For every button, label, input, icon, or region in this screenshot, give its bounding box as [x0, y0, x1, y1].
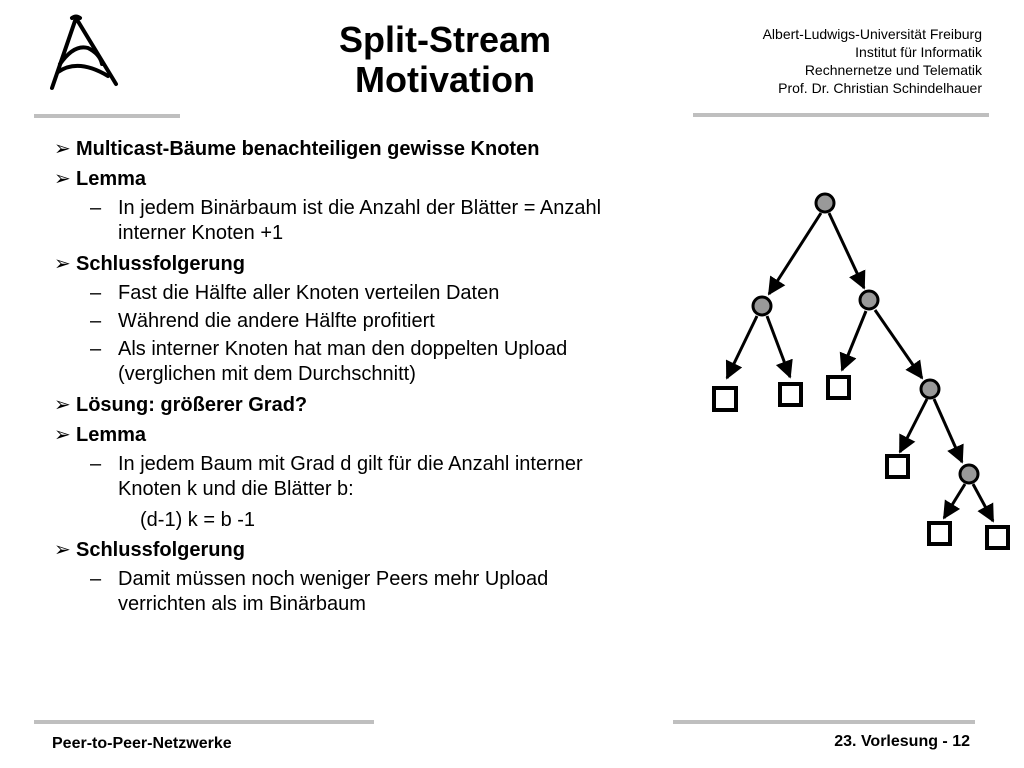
dash-icon: – [90, 197, 102, 219]
tree-diagram [700, 180, 1020, 560]
department-name: Rechnernetze und Telematik [804, 62, 982, 78]
bullet-arrow-icon: ➢ [54, 168, 71, 190]
tree-node-internal [816, 194, 834, 212]
tree-leaf [828, 377, 849, 398]
bullet-arrow-icon: ➢ [54, 138, 71, 160]
sub-item [54, 452, 634, 502]
tree-edge [842, 311, 866, 370]
slide-title [300, 20, 590, 100]
tree-node-internal [753, 297, 771, 315]
tree-leaf [887, 456, 908, 477]
tree-edge [829, 213, 864, 288]
university-logo [38, 14, 122, 94]
tree-leaf [929, 523, 950, 544]
institute-name: Institut für Informatik [855, 44, 982, 60]
footer-course-title: Peer-to-Peer-Netzwerke [52, 735, 232, 752]
bullet-text: Multicast-Bäume benachteiligen gewisse Knoten [76, 138, 540, 160]
sub-item [54, 567, 634, 617]
sub-item [54, 337, 634, 387]
dash-icon: – [90, 310, 102, 332]
dash-icon: – [90, 568, 102, 590]
bullet-text: Schlussfolgerung [76, 253, 245, 275]
sub-item-text: Als interner Knoten hat man den doppelten Upload (verglichen mit dem Durchschnitt) [118, 338, 568, 385]
bullet-item [54, 535, 634, 565]
tree-edge [900, 399, 927, 452]
bullet-item [54, 249, 634, 279]
sub-item-text: Während die andere Hälfte profitiert [118, 310, 435, 332]
professor-name: Prof. Dr. Christian Schindelhauer [778, 80, 982, 96]
sub-item-text: Fast die Hälfte aller Knoten verteilen Daten [118, 282, 500, 304]
tree-leaf [987, 527, 1008, 548]
tree-edge [875, 310, 922, 378]
sub-item [54, 281, 634, 306]
dash-icon: – [90, 453, 102, 475]
bullet-text: Lemma [76, 168, 147, 190]
formula: (d-1) k = b -1 [140, 509, 256, 531]
tree-leaf [780, 384, 801, 405]
sub-item-text: In jedem Binärbaum ist die Anzahl der Blätter = Anzahl interner Knoten +1 [118, 197, 602, 244]
title-line-1: Split-Stream [338, 19, 552, 60]
tree-edge [769, 213, 821, 294]
tree-edge [973, 484, 993, 521]
title-line-2: Motivation [355, 59, 535, 100]
tree-edge [934, 399, 962, 462]
bullet-arrow-icon: ➢ [54, 539, 71, 561]
tree-edge [727, 316, 757, 378]
sub-item-text: Damit müssen noch weniger Peers mehr Upload verrichten als im Binärbaum [118, 568, 549, 615]
header-divider [693, 113, 989, 117]
footer-divider-right [673, 720, 975, 724]
bullet-item [54, 134, 634, 164]
bullet-text: Lösung: größerer Grad? [76, 394, 308, 416]
bullet-arrow-icon: ➢ [54, 394, 71, 416]
bullet-item [54, 390, 634, 420]
slide-content [54, 134, 634, 620]
bullet-arrow-icon: ➢ [54, 424, 71, 446]
logo-divider [34, 114, 180, 118]
sub-item [54, 196, 634, 246]
footer-divider-left [34, 720, 374, 724]
footer-page-number: 23. Vorlesung - 12 [834, 733, 970, 750]
dash-icon: – [90, 282, 102, 304]
tree-edge [944, 484, 965, 518]
bullet-item [54, 420, 634, 450]
tree-node-internal [960, 465, 978, 483]
institution-block [763, 25, 982, 97]
sub-item-text: In jedem Baum mit Grad d gilt für die Anzahl interner Knoten k und die Blätter b: [118, 453, 583, 500]
university-name: Albert-Ludwigs-Universität Freiburg [762, 26, 982, 42]
dash-icon: – [90, 338, 102, 360]
bullet-text: Schlussfolgerung [76, 539, 245, 561]
sub-item [54, 309, 634, 334]
tree-node-internal [921, 380, 939, 398]
tree-node-internal [860, 291, 878, 309]
bullet-arrow-icon: ➢ [54, 253, 71, 275]
bullet-item [54, 164, 634, 194]
bullet-text: Lemma [76, 424, 147, 446]
tree-edge [767, 316, 790, 377]
tree-leaf [714, 388, 736, 410]
